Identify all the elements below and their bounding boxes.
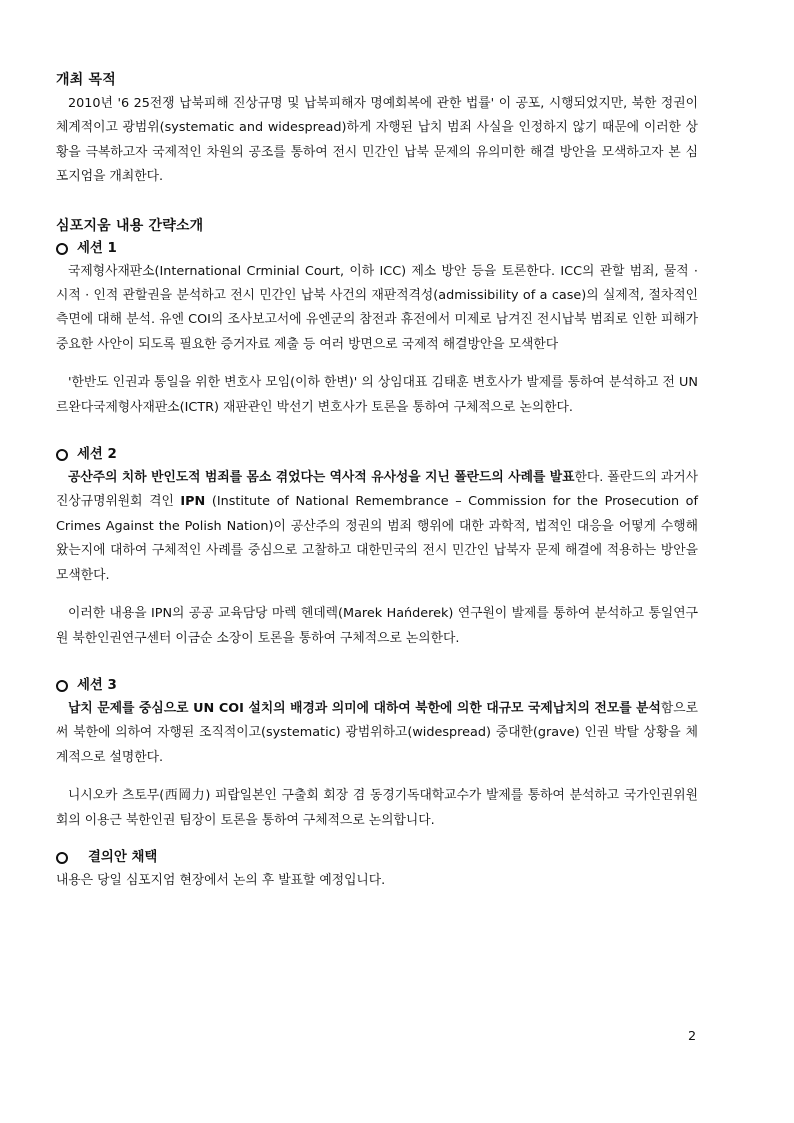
resolution-heading <box>56 847 698 869</box>
session-3-title: 세션 3 <box>77 677 117 693</box>
session-2-paragraph-2: 이러한 내용을 IPN의 공공 교육담당 마렉 헨데렉(Marek Hańderek) 연구원이 발제를 통하여 분석하고 통일연구원 북한인권연구센터 이금순 소장이 토론을 통하여 구체적으로 논의한다. <box>56 606 698 646</box>
page-number: 2 <box>688 1029 697 1044</box>
resolution-body: 내용은 당일 심포지엄 현장에서 논의 후 발표할 예정입니다. <box>56 872 386 888</box>
hollow-circle-bullet-icon <box>56 449 68 461</box>
session-3-text: 함으로써 북한에 의하여 자행된 조직적이고(systematic) 광범위하고(widespread) 중대한(grave) 인권 박탈 상황을 체계적으로 설명한다. <box>56 700 698 765</box>
purpose-heading: 개최 목적 <box>56 72 116 88</box>
session-2-text-b: (Institute of National Remembrance – Commission for the Prosecution of Crimes Against the Polish Nation)이 공산주의 정권의 범죄 행위에 대한 과학적, 법적인 대응을 어떻게 수행해 왔는지에 대하여 구체적인 사례를 중심으로 고찰하고 대한민국의 전시 민간인 납북자 문제 해결에 적용하는 방안을 모색한다. <box>56 494 698 583</box>
session-3-paragraph-2: 니시오카 츠토무(西岡力) 피랍일본인 구출회 회장 겸 동경기독대학교수가 발제를 통하여 분석하고 국가인권위원회의 이용근 북한인권 팀장이 토론을 통하여 구체적으로 논의합니다. <box>56 788 698 828</box>
overview-heading: 심포지움 내용 간략소개 <box>56 217 204 234</box>
hollow-circle-bullet-icon <box>56 243 68 255</box>
hollow-circle-bullet-icon <box>56 680 68 692</box>
session-2-paragraph-1 <box>56 466 698 588</box>
session-1-title: 세션 1 <box>77 240 117 256</box>
session-1-paragraph-2: '한반도 인권과 통일을 위한 변호사 모임(이하 한변)' 의 상임대표 김태훈 변호사가 발제를 통하여 분석하고 전 UN르완다국제형사재판소(ICTR) 재판관인 박선기 변호사가 토론을 통하여 구체적으로 논의한다. <box>56 375 698 415</box>
resolution-title: 결의안 채택 <box>88 849 158 865</box>
session-3-paragraph-1 <box>56 697 698 770</box>
session-1-heading <box>56 238 698 260</box>
session-2-heading <box>56 444 698 466</box>
session-2-ipn: IPN <box>180 494 206 510</box>
purpose-body: 2010년 '6 25전쟁 납북피해 진상규명 및 납북피해자 명예회복에 관한 법률' 이 공포, 시행되었지만, 북한 정권이 체계적이고 광범위(systematic and widespread)하게 자행된 납치 범죄 사실을 인정하지 않기 때문에 이러한 상황을 극복하고자 국제적인 차원의 공조를 통하여 전시 민간인 납북 문제의 유의미한 해결 방안을 모색하고자 본 심포지엄을 개최한다. <box>56 96 698 185</box>
session-1-paragraph-1: 국제형사재판소(International Crminial Court, 이하 ICC) 제소 방안 등을 토론한다. ICC의 관할 범죄, 물적 · 시적 · 인적 관할권을 분석하고 전시 민간인 납북 사건의 재판적격성(admissibility of a case)의 실제적, 절차적인 측면에 대해 분석. 유엔 COI의 조사보고서에 유엔군의 참전과 휴전에서 미제로 남겨진 전시납북 범죄로 인한 피해가 중요한 사안이 되도록 필요한 증거자료 제출 등 여러 방면으로 국제적 해결방안을 모색한다 <box>56 263 698 352</box>
session-3-emphasis: 납치 문제를 중심으로 UN COI 설치의 배경과 의미에 대하여 북한에 의한 대규모 국제납치의 전모를 분석 <box>68 700 661 716</box>
session-2-emphasis: 공산주의 치하 반인도적 범죄를 몸소 겪었다는 역사적 유사성을 지닌 폴란드의 사례를 발표 <box>68 470 575 486</box>
session-2-title: 세션 2 <box>77 447 117 463</box>
session-3-heading <box>56 675 698 697</box>
document-page <box>56 68 698 893</box>
session-2-text-a: 한다. 폴란드의 과거사진상규명위원회 격인 <box>56 470 698 510</box>
hollow-circle-bullet-icon <box>56 852 68 864</box>
